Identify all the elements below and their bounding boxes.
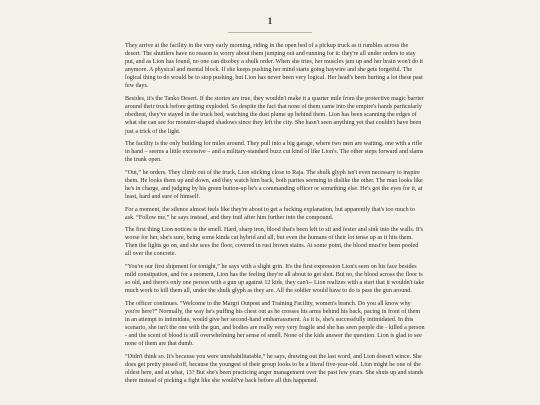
paragraph: “Didn't think so. It's because you were unrehabilitatable,” he says, drawing out the last word, and Lion doesn't wince. She does get pretty pissed off, because the youngest of their group looks to be a literal five-year-old. Lion might be one of the oldest here, and at what, 13? But she's been practicing anger management over the past few years. She shuts up and stands there instead of picking a fight like she would've back before all this happened. [125,353,424,385]
chapter-divider [228,32,312,33]
paragraph: “You're our first shipment for tonight,” he says with a slight grin. It's the first expression Lion's seen on his face besides mild constipation, and for a moment, Lion has the feeling they're all about to get shot. But no, the blood across the floor is so old, and there's only one person with a gun up against 12 kids, they can't-- Lion realizes with a start that it wouldn't take much work to kill them all, under the shulk glyph as they are. All the soldier would have to do is pass the gun around. [125,263,425,294]
paragraph: The facility is the only building for miles around. They pull into a big garage, where two men are waiting, one with a rifle in hand – seems a little excessive – and a military-standard buzz cut kind of like Lion's. The other steps forward and slams the trunk open. [125,141,424,164]
chapter-number: 1 [267,16,273,26]
paragraph: They arrive at the facility in the very early morning, riding in the open bed of a pickup truck as it rumbles across the desert. The shuttlers have no reason to worry about them jumping out and running for it: they're all under orders to stay put, and as Lion has found, no one can disobey a shulk order. When she tries, her muscles jam up and her brain won't do it anymore. A physical and mental block. If she keeps pushing her mind starts going haywire and she gets forgetful. The logical thing to do would be to stop pushing, but Lion has never been very logical. Her head's been hurting a lot these past few days. [125,43,423,90]
paragraph: For a moment, the silence almost feels like they're about to get a fucking explanation, but apparently that's too much to ask. “Follow me,” he says instead, and they trail after him further into the compound. [125,207,415,222]
paragraph: The first thing Lion notices is the smell. Hard, sharp iron, blood that's been left to sit and fester and sink into the walls. It's worse for her, she's sure, being some kinda cat hybrid and all, but even the humans of their lot tense up as it hits them. Then the lights go on, and she sees the floor, covered in rust brown stains. At some point, the blood must've been pooled all over the concrete. [125,226,424,257]
paragraph: Besides, it's the Tanko Desert. If the stories are true, they wouldn't make it a quarter mile from the protective magic barrier around their truck before getting exploded. So despite the fact that none of them came into the empire's hands particularly obedient, they've stayed in the truck bed, watching the dust plume up behind them. Lion has been scanning the edges of what she can see for monster-shaped shadows since they left the city. She hasn't seen anything yet that couldn't have been just a trick of the light. [125,96,424,135]
chapter-body [125,42,425,390]
paragraph: “Out,” he orders. They climb out of the truck, Lion sticking close to Raja. The shulk glyph isn't even necessary to inspire them. He looks them up and down, and they watch him back, both parties seeming to dislike the other. The man looks like he's in charge, and judging by his green button-up he's a commanding officer or something else. He's got the eyes for it, at least, hard and sure of himself. [125,170,423,201]
paragraph: The officer continues. “Welcome to the Margri Outpost and Training Facility, women's branch. Do you all know why you're here?” Normally, the way he's puffing his chest out as he crosses his arms behind his back, pacing in front of them in an attempt to intimidate, would give her second-hand embarrassment. As it is, she's successfully intimidated. In this scenario, she isn't the one with the gun, and bodies are really very very fragile and she has seen people die - killed a person - and the scent of blood is still overwhelming her sense of smell. None of the kids answer the question. Lion is glad to see none of them are that dumb. [125,300,425,348]
